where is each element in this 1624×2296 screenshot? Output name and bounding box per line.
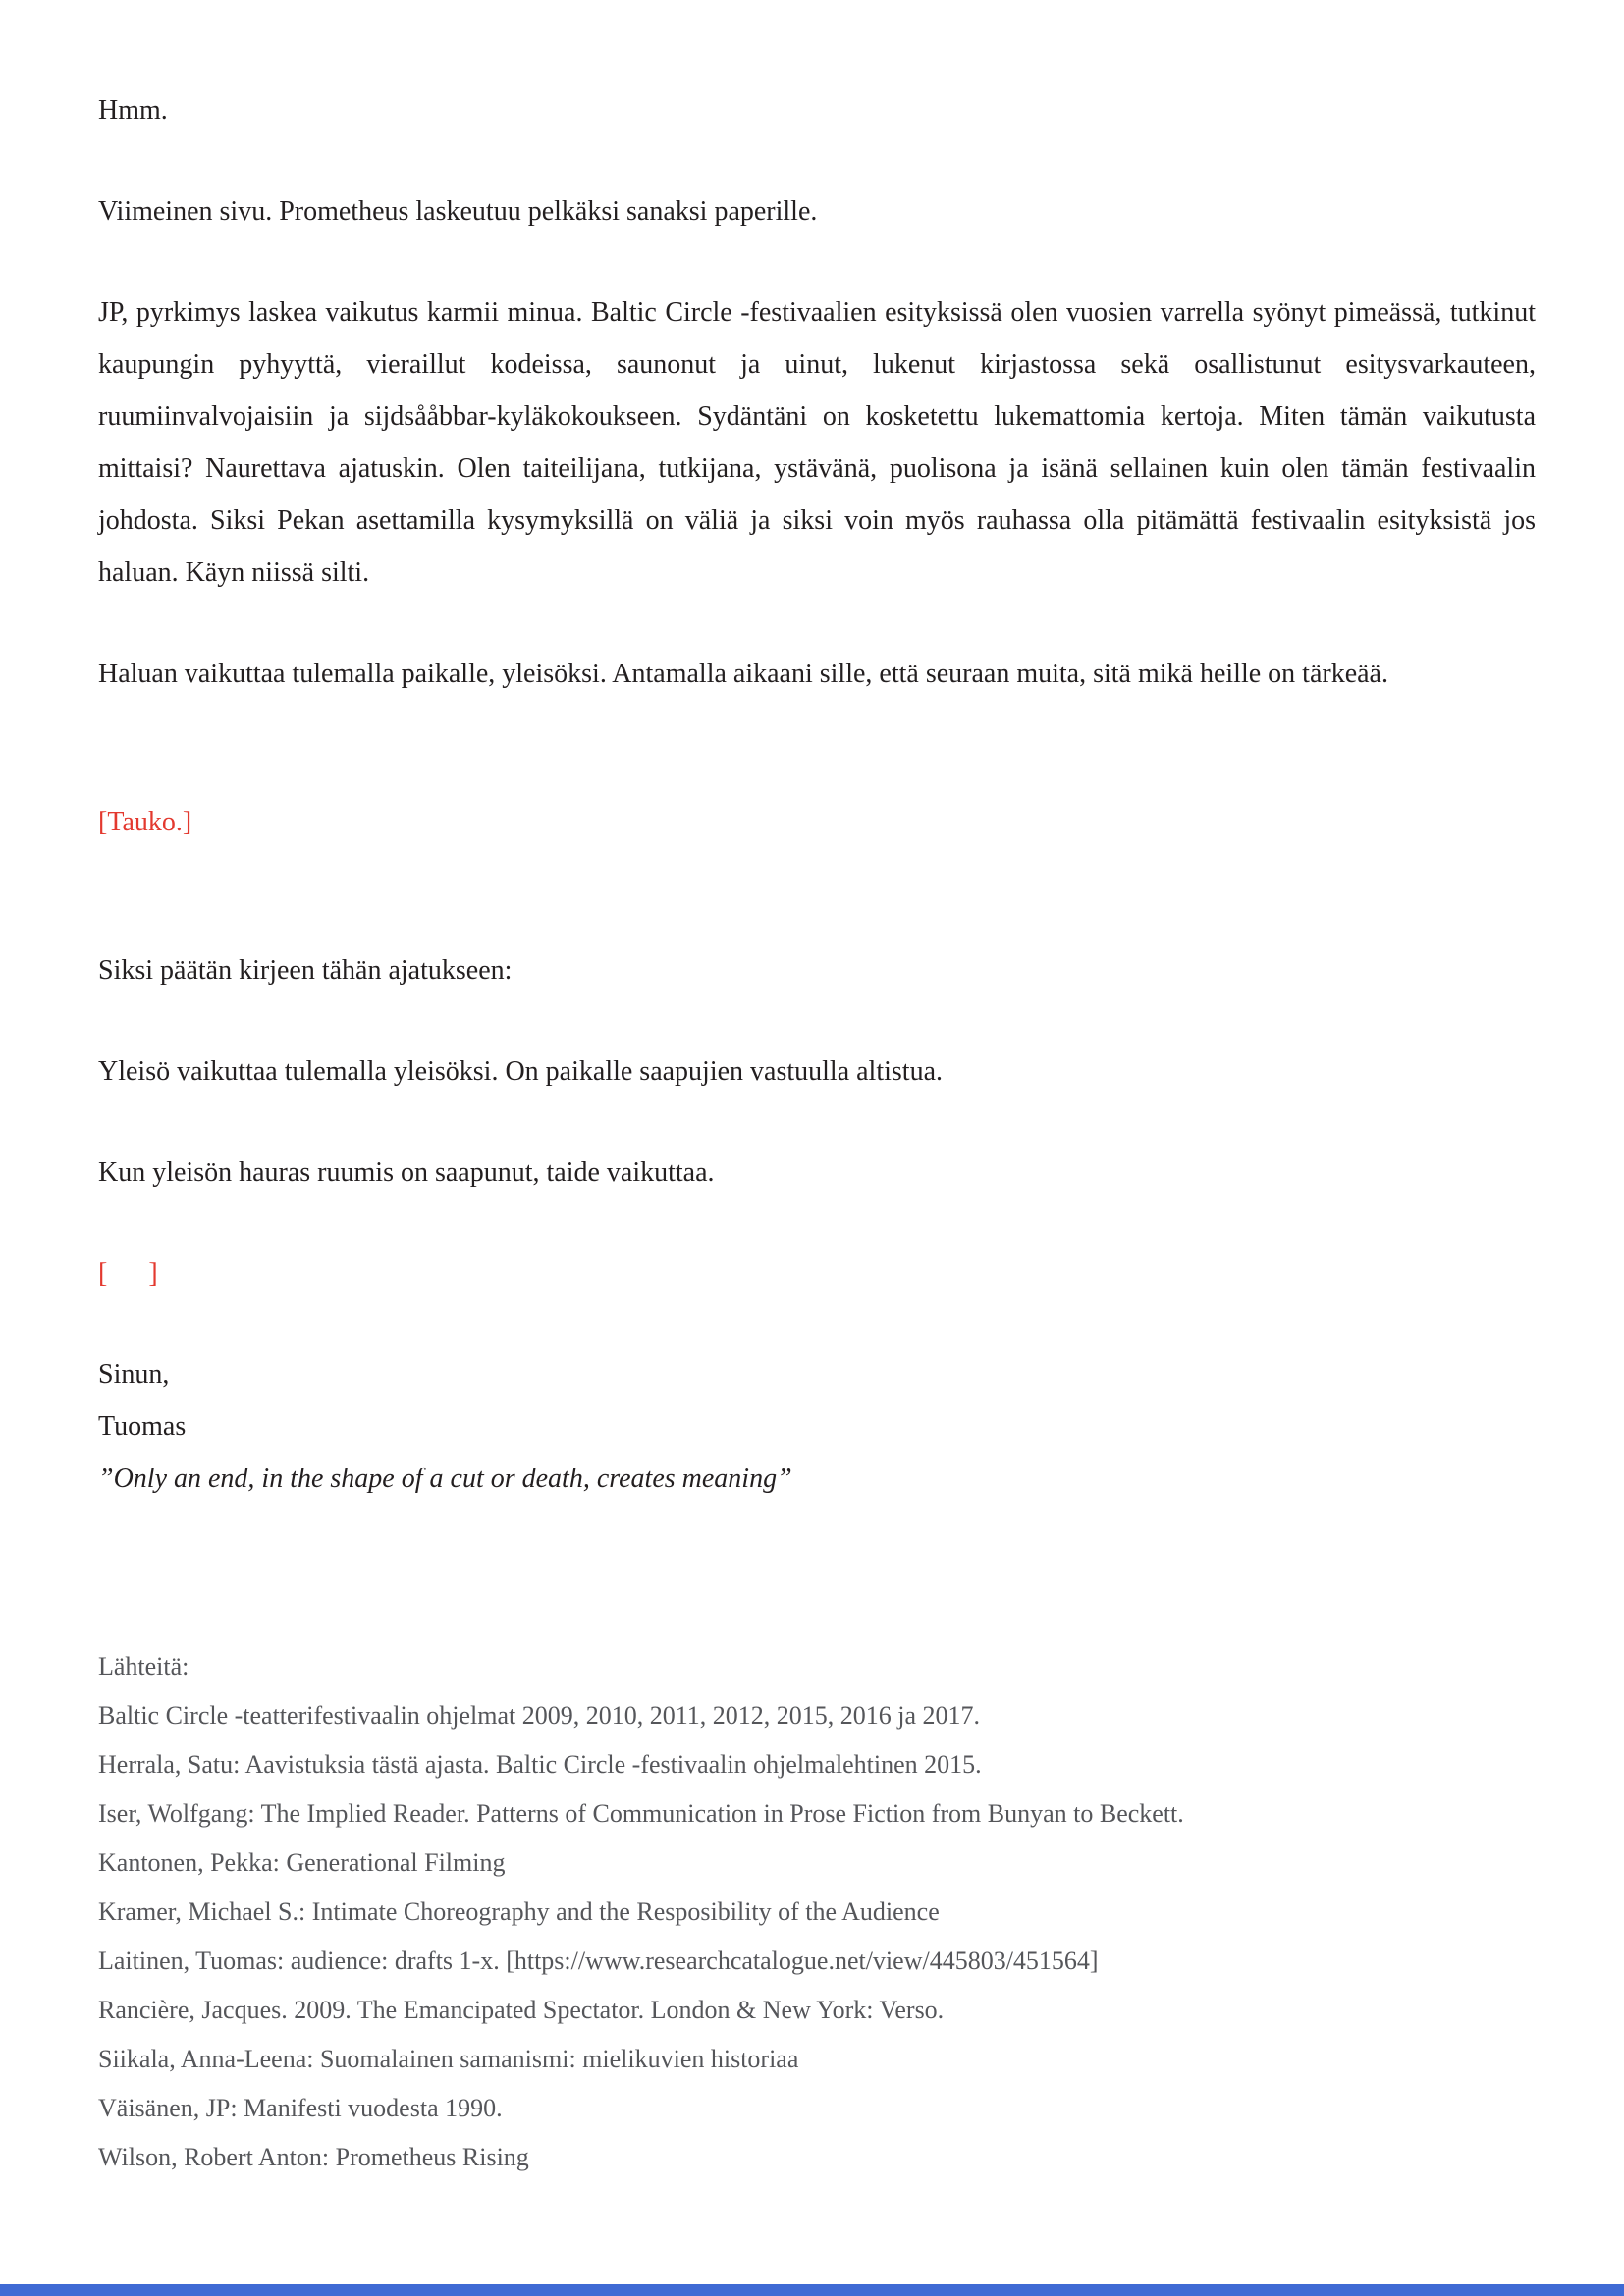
closing-quote: ”Only an end, in the shape of a cut or death, creates meaning” [98, 1464, 792, 1494]
source-item: Kantonen, Pekka: Generational Filming [98, 1848, 506, 1877]
source-item: Väisänen, JP: Manifesti vuodesta 1990. [98, 2094, 503, 2122]
empty-brackets-marker: [ ] [98, 1258, 158, 1289]
paragraph-kun: Kun yleisön hauras ruumis on saapunut, taide vaikuttaa. [98, 1157, 715, 1188]
paragraph-jp: JP, pyrkimys laskea vaikutus karmii minua. Baltic Circle -festivaalien esityksissä olen vuosien varrella syönyt pimeässä, tutkinut kaupungin pyhyyttä, vieraillut kodeissa, saunonut ja uinut, lukenut kirjastossa sekä osallistunut esitysvarkauteen, ruumiinvalvojaisiin ja sijdsååbbar-kyläkokoukseen. Sydäntäni on kosketettu lukemattomia kertoja. Miten tämän vaikutusta mittaisi? Naurettava ajatuskin. Olen taiteilijana, tutkijana, ystävänä, puolisona ja isänä sellainen kuin olen tämän festivaalin johdosta. Siksi Pekan asettamilla kysymyksillä on väliä ja siksi voin myös rauhassa olla pitämättä festivaalin esityksistä jos haluan. Käyn niissä silti. [98, 297, 1536, 588]
sources-heading: Lähteitä: [98, 1652, 189, 1681]
letter-content [98, 84, 1536, 2182]
closing-tuomas: Tuomas [98, 1412, 187, 1442]
paragraph-haluan: Haluan vaikuttaa tulemalla paikalle, yleisöksi. Antamalla aikaani sille, että seuraan muita, sitä mikä heille on tärkeää. [98, 659, 1388, 689]
paragraph-siksi: Siksi päätän kirjeen tähän ajatukseen: [98, 955, 513, 986]
sources-list [98, 1642, 1536, 2182]
source-item: Herrala, Satu: Aavistuksia tästä ajasta. Baltic Circle -festivaalin ohjelmalehtinen 2015. [98, 1750, 982, 1779]
source-item: Baltic Circle -teatterifestivaalin ohjelmat 2009, 2010, 2011, 2012, 2015, 2016 ja 2017. [98, 1701, 981, 1730]
bottom-accent-bar [0, 2284, 1624, 2296]
letter-body [98, 84, 1536, 1505]
pause-marker: [Tauko.] [98, 807, 192, 837]
paragraph-hmm: Hmm. [98, 95, 168, 126]
paragraph-last-page: Viimeinen sivu. Prometheus laskeutuu pelkäksi sanaksi paperille. [98, 196, 818, 227]
source-item: Kramer, Michael S.: Intimate Choreography and the Resposibility of the Audience [98, 1897, 940, 1926]
source-item: Laitinen, Tuomas: audience: drafts 1-x. [https://www.researchcatalogue.net/view/445803/451564] [98, 1947, 1099, 1975]
source-item: Siikala, Anna-Leena: Suomalainen samanismi: mielikuvien historiaa [98, 2045, 799, 2073]
source-item: Wilson, Robert Anton: Prometheus Rising [98, 2143, 529, 2171]
paragraph-yleiso: Yleisö vaikuttaa tulemalla yleisöksi. On paikalle saapujien vastuulla altistua. [98, 1056, 944, 1087]
source-item: Iser, Wolfgang: The Implied Reader. Patterns of Communication in Prose Fiction from Bunyan to Beckett. [98, 1799, 1184, 1828]
source-item: Rancière, Jacques. 2009. The Emancipated Spectator. London & New York: Verso. [98, 1996, 945, 2024]
closing-sinun: Sinun, [98, 1360, 170, 1390]
